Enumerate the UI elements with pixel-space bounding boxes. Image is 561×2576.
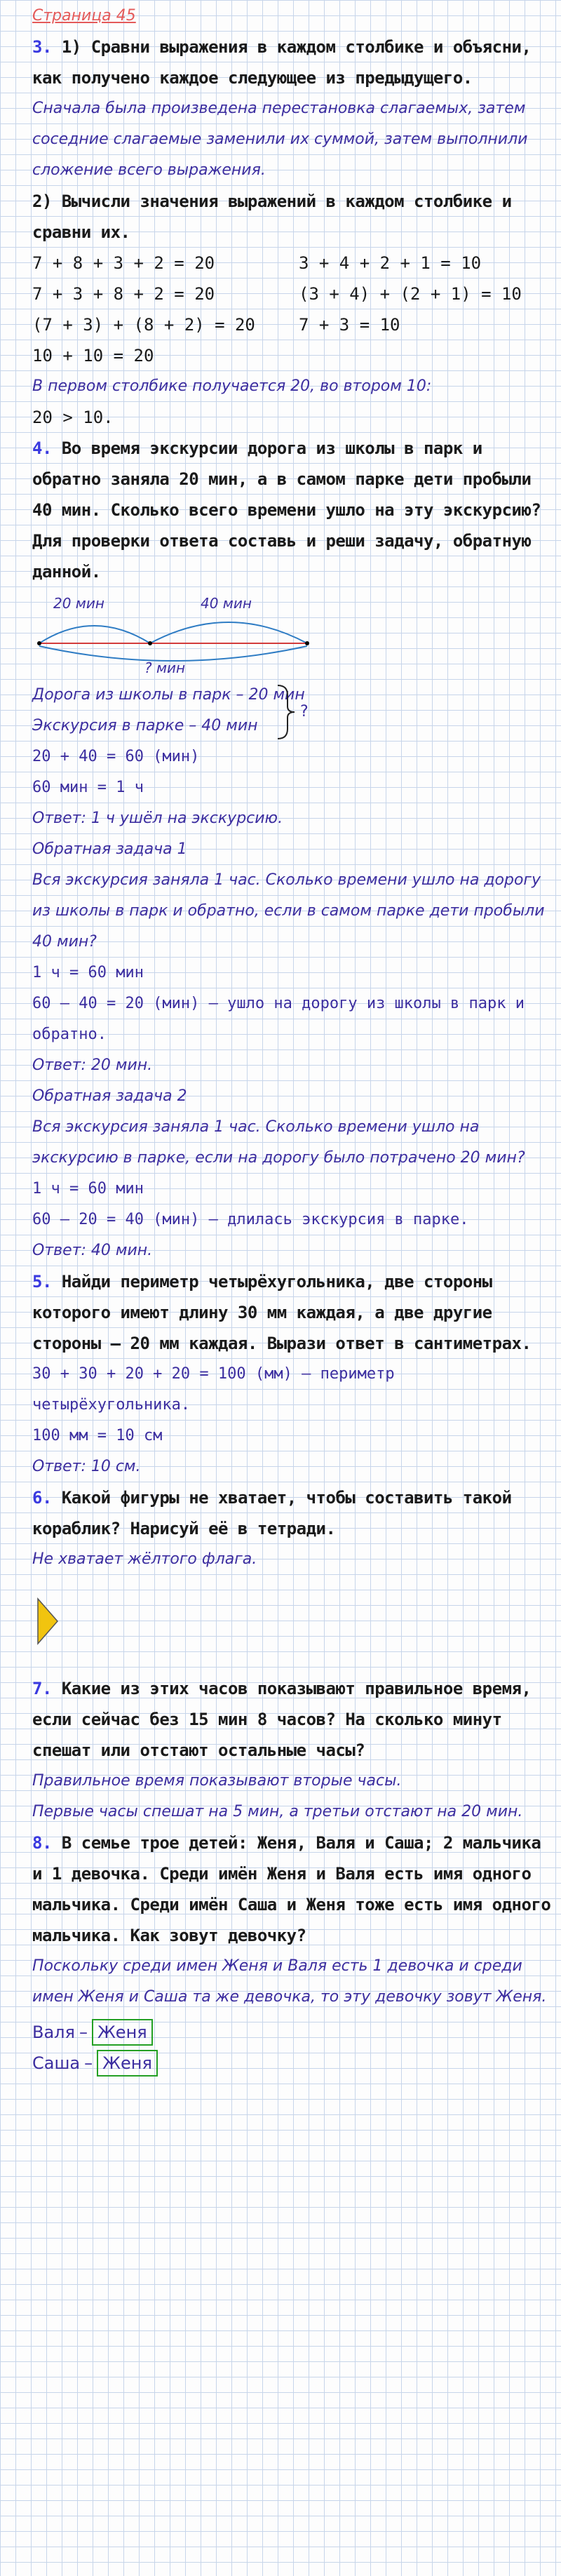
task-4 [32,433,551,1266]
expression: 7 + 3 + 8 + 2 = 20 [32,284,215,304]
expression: (3 + 4) + (2 + 1) = 10 [299,284,522,304]
segment-diagram-svg [32,587,327,680]
diagram-bottom-label: ? мин [144,659,186,676]
task-3-columns [32,248,551,371]
calc-line: 60 мин = 1 ч [32,779,144,796]
task-number: 4. [32,438,52,458]
calc-line: 60 – 40 = 20 (мин) – ушло на дорогу из школы в парк и обратно. [32,995,525,1043]
worksheet-page [32,4,551,2079]
task-3 [32,32,551,433]
answer-line: Ответ: 40 мин. [32,1242,153,1259]
calc-line: 30 + 30 + 20 + 20 = 100 (мм) – периметр четырёхугольника. [32,1365,395,1414]
task-3-question-1 [32,32,551,93]
name-dash: – [84,2053,93,2073]
inverse-task-text: Вся экскурсия заняла 1 час. Сколько времени ушло на экскурсию в парке, если на дорогу было потрачено 20 мин? [32,1118,525,1167]
segment-diagram [32,587,551,680]
task-3-conclusion: В первом столбике получается 20, во втором 10: [32,377,432,395]
point [37,641,41,645]
diagram-right-label: 40 мин [201,595,252,612]
brace-question-mark: ? [300,703,309,720]
task-8-q-text: В семье трое детей: Женя, Валя и Саша; 2 мальчика и 1 девочка. Среди имён Женя и Валя есть имя одного мальчика. Среди имён Саша и Женя тоже есть имя одного мальчика. Как зовут девочку? [32,1833,551,1945]
calc-line: 1 ч = 60 мин [32,964,144,981]
expression: 10 + 10 = 20 [32,346,154,365]
point [148,641,152,645]
name-pairs [32,2017,551,2079]
task-5-question [32,1266,551,1359]
page-title: Страница 45 [32,7,136,25]
inverse-task-title: Обратная задача 2 [32,1087,187,1105]
left-arc [39,626,150,643]
inverse-task-text: Вся экскурсия заняла 1 час. Сколько времени ушло на дорогу из школы в парк и обратно, если в самом парке дети пробыли 40 мин? [32,871,545,951]
task-8-answer: Поскольку среди имен Женя и Валя есть 1 девочка и среди имен Женя и Саша та же девочка, то эту девочку зовут Женя. [32,1957,547,2006]
answer-line: Ответ: 10 см. [32,1458,141,1475]
task-6-q-text: Какой фигуры не хватает, чтобы составить такой кораблик? Нарисуй её в тетради. [32,1488,512,1538]
bottom-arc [39,646,307,661]
calc-line: 60 – 20 = 40 (мин) – длилась экскурсия в парке. [32,1211,469,1228]
yellow-flag-shape [32,1575,74,1659]
name-left: Саша [32,2053,81,2073]
answer-line: Ответ: 1 ч ушёл на экскурсию. [32,810,283,827]
name-pair-row [32,2048,551,2079]
right-arc [150,622,307,643]
task-5 [32,1266,551,1482]
task-8 [32,1827,551,2079]
left-column [32,248,285,371]
name-pair-row [32,2017,551,2048]
task-5-q-text: Найди периметр четырёхугольника, две стороны которого имеют длину 30 мм каждая, а две другие стороны – 20 мм каждая. Вырази ответ в сантиметрах. [32,1272,532,1353]
expression: 3 + 4 + 2 + 1 = 10 [299,253,482,273]
calc-line: 20 + 40 = 60 (мин) [32,748,200,765]
task-6 [32,1482,551,1673]
task-7-answer-1: Правильное время показывают вторые часы. [32,1772,402,1790]
name-left: Валя [32,2022,75,2042]
inverse-task-title: Обратная задача 1 [32,840,187,858]
task-7 [32,1673,551,1827]
task-7-q-text: Какие из этих часов показывают правильное время, если сейчас без 15 мин 8 часов? На сколько минут спешат или отстают остальные часы? [32,1679,532,1760]
task-7-answer-2: Первые часы спешат на 5 мин, а третьи отстают на 20 мин. [32,1803,523,1820]
task-number: 7. [32,1679,52,1698]
task-3-answer-1: Сначала была произведена перестановка слагаемых, затем соседние слагаемые заменили их суммой, затем выполнили сложение всего выражения. [32,100,528,179]
expression: 7 + 3 = 10 [299,315,400,335]
diagram-left-label: 20 мин [53,595,104,612]
condition-line: Дорога из школы в парк – 20 мин [32,686,305,704]
task-3-compare: 20 > 10. [32,408,114,427]
flag-drawing [32,1575,551,1673]
name-highlighted: Женя [97,2050,158,2077]
task-number: 6. [32,1488,52,1508]
expression: (7 + 3) + (8 + 2) = 20 [32,315,255,335]
calc-line: 1 ч = 60 мин [32,1180,144,1198]
task-6-question [32,1482,551,1544]
task-7-question [32,1673,551,1766]
name-highlighted: Женя [92,2019,153,2046]
name-dash: – [79,2022,88,2042]
task-4-q-text: Во время экскурсии дорога из школы в парк и обратно заняла 20 мин, а в самом парке дети пробыли 40 мин. Сколько всего времени ушло на эту экскурсию? Для проверки ответа составь и реши задачу, обратную данной. [32,438,541,582]
answer-line: Ответ: 20 мин. [32,1056,153,1074]
task-3-q1-text: 1) Сравни выражения в каждом столбике и объясни, как получено каждое следующее из предыдущего. [32,37,532,88]
task-number: 5. [32,1272,52,1292]
task-number: 8. [32,1833,52,1853]
task-8-question [32,1827,551,1951]
expression: 7 + 8 + 3 + 2 = 20 [32,253,215,273]
task-4-question [32,433,551,587]
task-6-answer: Не хватает жёлтого флага. [32,1550,257,1568]
curly-brace [275,683,317,742]
condition-line: Экскурсия в парке – 40 мин [32,717,258,734]
point [305,641,309,645]
task-number: 3. [32,37,52,57]
right-column [299,248,551,371]
calc-line: 100 мм = 10 см [32,1427,163,1444]
task-3-question-2: 2) Вычисли значения выражений в каждом столбике и сравни их. [32,192,512,242]
short-condition [32,680,551,742]
